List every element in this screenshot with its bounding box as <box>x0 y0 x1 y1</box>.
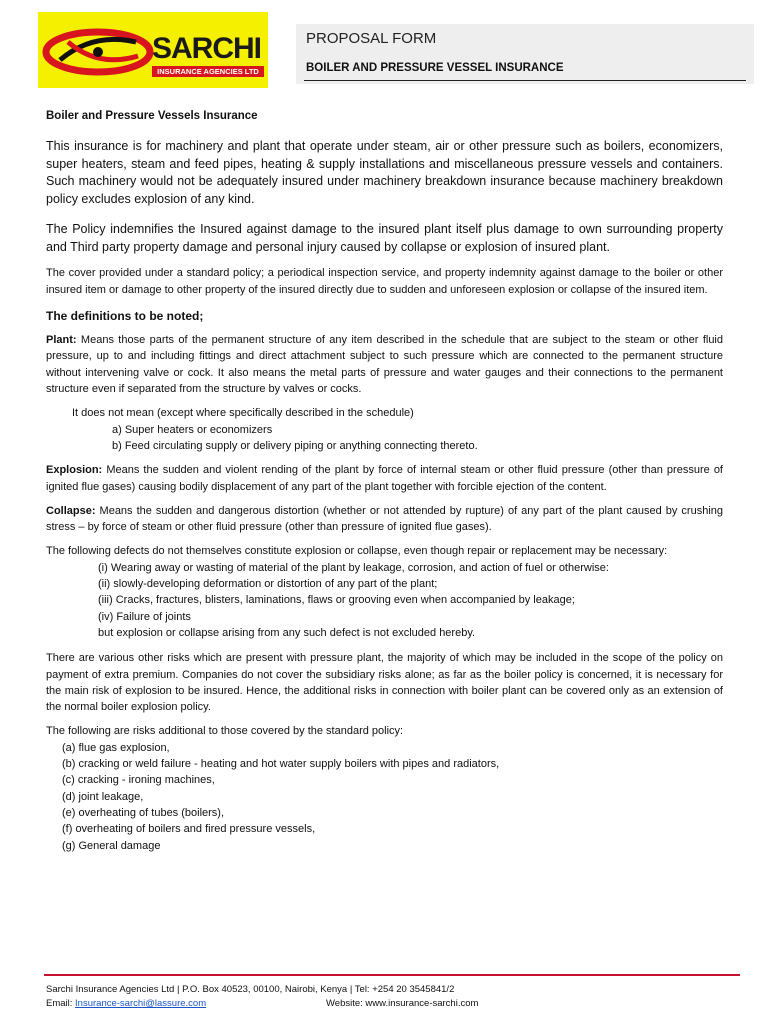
page-subtitle: BOILER AND PRESSURE VESSEL INSURANCE <box>306 62 564 74</box>
footer-website: Website: www.insurance-sarchi.com <box>326 998 479 1009</box>
defects-intro: The following defects do not themselves constitute explosion or collapse, even though repair or replacement may be necessary: <box>46 545 668 558</box>
header-divider <box>304 80 746 81</box>
list-item: (iii) Cracks, fractures, blisters, laminations, flaws or grooving even when accompanied by leakage; <box>98 594 575 607</box>
footer-contact: Sarchi Insurance Agencies Ltd | P.O. Box 40523, 00100, Nairobi, Kenya | Tel: +254 20 3545841/2 <box>46 984 455 995</box>
list-item: (ii) slowly-developing deformation or distortion of any part of the plant; <box>98 578 438 591</box>
list-item: (i) Wearing away or wasting of material of the plant by leakage, corrosion, and action of fuel or otherwise: <box>98 561 609 574</box>
additional-intro: The following are risks additional to those covered by the standard policy: <box>46 725 404 738</box>
collapse-definition <box>46 503 723 536</box>
footer-email-line <box>46 998 206 1009</box>
collapse-text: Means the sudden and dangerous distortion (whether or not attended by rupture) of any part of the plant caused by crushing stress – by force of steam or other fluid pressure (other than pressure of ignited flue gases). <box>46 504 723 534</box>
plant-text: Means those parts of the permanent structure of any item described in the schedule that are subject to the steam or other fluid pressure, up to and including fittings and direct attachment subject to such pressure which are connected to the permanent structure without intervening valve or cock. It also means the metal parts of pressure and water gauges and their connections to the permanent structure even if separated from the structure by valves or cocks. <box>46 334 723 396</box>
page-title: PROPOSAL FORM <box>306 30 437 47</box>
definitions-heading: The definitions to be noted; <box>46 308 204 323</box>
footer-divider <box>44 974 740 976</box>
company-logo <box>38 12 268 88</box>
plant-term: Plant: <box>46 334 77 347</box>
explosion-definition <box>46 462 723 495</box>
explosion-text: Means the sudden and violent rending of the plant by force of internal steam or other fluid pressure (other than pressure of ignited flue gases) causing bodily displacement of any part of the plant together with forcible ejection of the content. <box>46 464 723 493</box>
list-item: (g) General damage <box>62 839 161 852</box>
list-item: (c) cracking - ironing machines, <box>62 774 215 787</box>
list-item: (a) flue gas explosion, <box>62 741 170 754</box>
indemnity-paragraph: The Policy indemnifies the Insured against damage to the insured plant itself plus damage to own surrounding property and Third party property damage and personal injury caused by collapse or explosion of insured plant. <box>46 222 723 254</box>
email-label: Email: <box>46 998 76 1009</box>
logo-brand-text: SARCHI <box>152 32 262 65</box>
logo-subtitle: INSURANCE AGENCIES LTD <box>152 66 264 77</box>
list-item: but explosion or collapse arising from any such defect is not excluded hereby. <box>98 626 476 639</box>
list-item: (iv) Failure of joints <box>98 610 191 623</box>
collapse-term: Collapse: <box>46 504 96 517</box>
explosion-term: Explosion: <box>46 464 103 477</box>
list-item: a) Super heaters or economizers <box>112 423 273 436</box>
plant-definition <box>46 332 723 397</box>
list-item: (d) joint leakage, <box>62 790 144 803</box>
risks-paragraph: There are various other risks which are present with pressure plant, the majority of which may be included in the scope of the policy on payment of extra premium. Companies do not cover the subsidiary risks alone; as far as the boiler policy is concerned, it is necessary for the main risk of explosion to be insured. Hence, the additional risks in connection with boiler plant can be covered only as an extension of the normal boiler explosion policy. <box>46 652 723 714</box>
section-title: Boiler and Pressure Vessels Insurance <box>46 110 258 122</box>
list-item: (f) overheating of boilers and fired pressure vessels, <box>62 823 316 836</box>
email-link[interactable]: Insurance-sarchi@lassure.com <box>75 998 207 1009</box>
not-mean-text: It does not mean (except where specifically described in the schedule) <box>72 407 414 420</box>
document-body <box>46 108 723 854</box>
list-item: b) Feed circulating supply or delivery piping or anything connecting thereto. <box>112 439 478 452</box>
cover-paragraph: The cover provided under a standard policy; a periodical inspection service, and property indemnity against damage to the boiler or other insured item or damage to other property of the insured directly due to sudden and unforeseen explosion or collapse of the insured item. <box>46 267 723 296</box>
intro-paragraph: This insurance is for machinery and plant that operate under steam, air or other pressure such as boilers, economizers, super heaters, steam and feed pipes, heating & supply installations and miscellaneous pressure vessels and containers. Such machinery would not be adequately insured under machinery breakdown insurance because machinery breakdown policy excludes explosion of any kind. <box>46 139 723 206</box>
list-item: (e) overheating of tubes (boilers), <box>62 806 225 819</box>
list-item: (b) cracking or weld failure - heating and hot water supply boilers with pipes and radiators, <box>62 758 500 771</box>
